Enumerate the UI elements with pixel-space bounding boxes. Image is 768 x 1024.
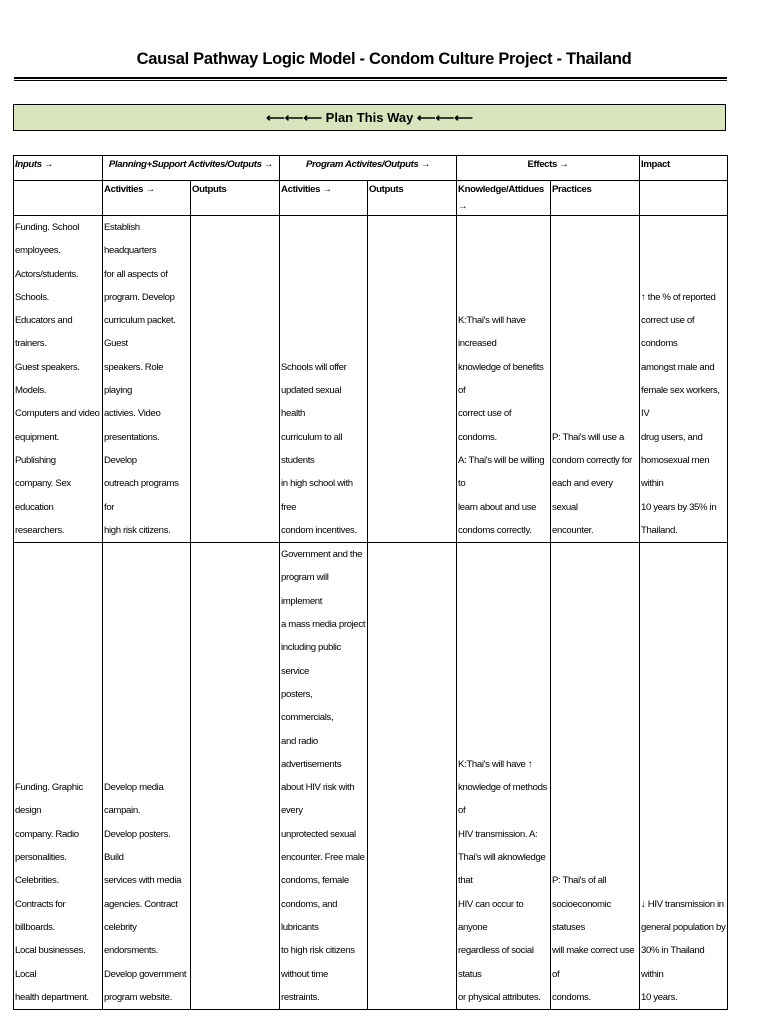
cell-line: about HIV risk with every xyxy=(281,782,355,817)
cell-line: to high risk citizens xyxy=(281,945,355,957)
cell-line: condoms, and lubricants xyxy=(281,898,338,933)
header-impact-blank xyxy=(640,181,728,216)
header-knowledge: Knowledge/Attidues → xyxy=(457,181,551,216)
cell-line: 30% in Thailand within xyxy=(641,945,705,980)
header-practices: Practices xyxy=(551,181,640,216)
cell-program-outputs xyxy=(368,543,457,1010)
cell-program-activities xyxy=(280,216,368,543)
header-planning: Planning+Support Activites/Outputs → xyxy=(103,156,280,181)
page-title: Causal Pathway Logic Model - Condom Culture Project - Thailand xyxy=(136,50,632,68)
cell-line: Develop posters. Build xyxy=(104,828,171,864)
cell-line: program website. xyxy=(104,991,172,1003)
cell-line: in high school with free xyxy=(281,478,353,513)
cell-line: posters, commercials, xyxy=(281,688,334,724)
header-program: Program Activites/Outputs → xyxy=(280,156,457,181)
cell-line: each and every sexual xyxy=(552,478,613,513)
cell-line: condoms correctly. xyxy=(458,524,532,536)
cell-line: celebrity endorsments. xyxy=(104,921,158,957)
cell-line: high risk citizens. xyxy=(104,524,171,536)
cell-line: for all aspects of xyxy=(104,268,168,280)
cell-line: socioeconomic statuses xyxy=(552,898,611,933)
cell-line: or physical attributes. xyxy=(458,991,541,1003)
table-row xyxy=(14,543,728,1010)
cell-line: P: Thai's will use a xyxy=(552,431,624,443)
cell-line: speakers. Role playing xyxy=(104,361,164,397)
cell-line: Funding. Graphic design xyxy=(15,782,83,817)
cell-line: K:Thai's will have ↑ xyxy=(458,758,533,770)
cell-program-activities xyxy=(280,543,368,1010)
cell-line: agencies. Contract xyxy=(104,898,178,910)
cell-line: employees. xyxy=(15,245,61,257)
cell-line: regardless of social status xyxy=(458,945,534,980)
cell-line: general population by xyxy=(641,921,726,933)
cell-line: Computers and video xyxy=(15,408,100,420)
cell-line: K:Thai's will have increased xyxy=(458,315,526,350)
cell-impact xyxy=(640,543,728,1010)
cell-line: company. Radio xyxy=(15,828,79,840)
cell-line: updated sexual health xyxy=(281,385,342,420)
cell-line: A: Thai's will be willing to xyxy=(458,454,545,490)
cell-line: Government and the xyxy=(281,549,363,561)
cell-line: activies. Video xyxy=(104,408,161,420)
cell-line: company. Sex education xyxy=(15,478,71,513)
cell-practices xyxy=(551,216,640,543)
cell-line: outreach programs for xyxy=(104,478,179,513)
cell-line: presentations. Develop xyxy=(104,431,160,466)
cell-knowledge xyxy=(457,216,551,543)
cell-planning-activities xyxy=(103,543,191,1010)
cell-line: encounter. xyxy=(552,524,594,536)
cell-line: amongst male and xyxy=(641,361,715,373)
cell-line: Establish headquarters xyxy=(104,222,157,257)
header-outputs-2: Outputs xyxy=(368,181,457,216)
cell-line: researchers. xyxy=(15,524,65,536)
cell-line: condoms, female xyxy=(281,875,349,887)
cell-planning-outputs xyxy=(191,216,280,543)
cell-line: correct use of condoms. xyxy=(458,408,512,443)
title-rule-thin xyxy=(14,80,727,81)
cell-line: ↓ HIV transmission in xyxy=(641,898,724,910)
title-rule xyxy=(14,77,727,79)
cell-line: HIV can occur to anyone xyxy=(458,898,524,933)
cell-line: 10 years. xyxy=(641,991,678,1003)
cell-practices xyxy=(551,543,640,1010)
cell-line: program. Develop xyxy=(104,291,175,303)
cell-line: drug users, and xyxy=(641,431,703,443)
header-activities-2: Activities → xyxy=(280,181,368,216)
cell-line: Schools will offer xyxy=(281,361,347,373)
cell-line: health department. xyxy=(15,991,89,1003)
cell-line: HIV transmission. A: xyxy=(458,828,538,840)
cell-planning-outputs xyxy=(191,543,280,1010)
cell-knowledge xyxy=(457,543,551,1010)
cell-planning-activities xyxy=(103,216,191,543)
cell-line: learn about and use xyxy=(458,501,537,513)
cell-line: personalities. Celebrities. xyxy=(15,852,67,887)
plan-banner: ⟵⟵⟵ Plan This Way ⟵⟵⟵ xyxy=(13,104,726,131)
cell-line: will make correct use of xyxy=(552,945,635,980)
table-row xyxy=(14,216,728,543)
header-impact: Impact xyxy=(640,156,728,181)
cell-line: curriculum to all students xyxy=(281,431,343,466)
cell-line: Local businesses. Local xyxy=(15,945,86,980)
cell-inputs xyxy=(14,216,103,543)
header-blank xyxy=(14,181,103,216)
cell-program-outputs xyxy=(368,216,457,543)
cell-line: curriculum packet. Guest xyxy=(104,315,176,350)
cell-line: knowledge of benefits of xyxy=(458,361,544,397)
cell-line: including public service xyxy=(281,642,342,677)
logic-model-table xyxy=(13,155,728,1010)
cell-line: condom incentives. xyxy=(281,524,357,536)
header-activities-1: Activities → xyxy=(103,181,191,216)
cell-line: Develop media campain. xyxy=(104,782,164,817)
cell-line: 10 years by 35% in xyxy=(641,501,717,513)
cell-impact xyxy=(640,216,728,543)
cell-line: correct use of condoms xyxy=(641,315,695,350)
cell-line: female sex workers, IV xyxy=(641,385,720,420)
header-effects: Effects → xyxy=(457,156,640,181)
cell-line: Develop government xyxy=(104,968,187,980)
cell-line: encounter. Free male xyxy=(281,852,365,864)
cell-line: Thai's will aknowledge that xyxy=(458,852,546,887)
cell-line: without time restraints. xyxy=(281,968,328,1003)
cell-line: Contracts for billboards. xyxy=(15,898,66,933)
cell-line: condom correctly for xyxy=(552,454,632,466)
cell-line: Actors/students. Schools. xyxy=(15,268,79,303)
cell-line: Guest speakers. Models. xyxy=(15,361,80,397)
cell-line: unprotected sexual xyxy=(281,828,356,840)
cell-line: homosexual men within xyxy=(641,454,710,490)
cell-line: and radio advertisements xyxy=(281,735,342,770)
cell-line: services with media xyxy=(104,875,182,887)
cell-line: Thailand. xyxy=(641,524,678,536)
header-outputs-1: Outputs xyxy=(191,181,280,216)
cell-line: Funding. School xyxy=(15,222,80,233)
cell-line: Educators and trainers. xyxy=(15,315,73,350)
header-inputs: Inputs → xyxy=(14,156,103,181)
cell-line: knowledge of methods of xyxy=(458,782,547,817)
cell-line: a mass media project xyxy=(281,619,366,631)
cell-line: equipment. Publishing xyxy=(15,431,59,466)
cell-line: program will implement xyxy=(281,572,329,607)
cell-inputs xyxy=(14,543,103,1010)
cell-line: P: Thai's of all xyxy=(552,875,607,887)
cell-line: ↑ the % of reported xyxy=(641,291,716,303)
cell-line: condoms. xyxy=(552,991,591,1003)
